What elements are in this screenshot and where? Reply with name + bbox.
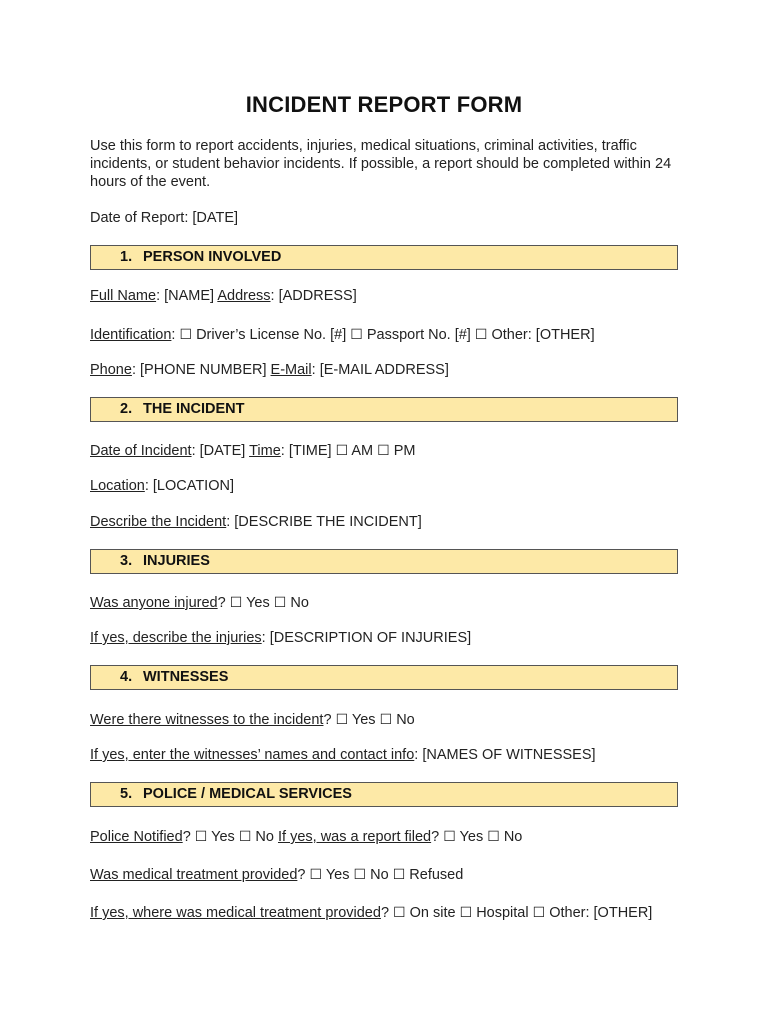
witness-names-label: If yes, enter the witnesses’ names and contact info	[90, 747, 415, 763]
police-no-option: No	[255, 829, 274, 845]
checkbox-injured-yes[interactable]: ☐	[229, 594, 243, 610]
section-number: 2.	[120, 401, 133, 417]
report-no-option: No	[503, 829, 523, 845]
section-title: INJURIES	[143, 553, 210, 569]
checkbox-treatment-yes[interactable]: ☐	[309, 866, 323, 882]
police-notified-label: Police Notified	[90, 829, 183, 845]
section-number: 3.	[120, 553, 133, 569]
location-label: Location	[90, 478, 145, 494]
identification-label: Identification	[90, 327, 172, 343]
section-title: THE INCIDENT	[143, 401, 245, 417]
section-number: 1.	[120, 249, 133, 265]
witnesses-label: Were there witnesses to the incident	[90, 712, 324, 728]
describe-injuries-label: If yes, describe the injuries	[90, 630, 262, 646]
treatment-refused-option: Refused	[409, 867, 464, 883]
checkbox-witnesses-yes[interactable]: ☐	[335, 711, 349, 727]
hospital-option: Hospital	[476, 905, 529, 921]
full-name-value[interactable]: [NAME]	[164, 288, 215, 304]
checkbox-treatment-refused[interactable]: ☐	[392, 866, 406, 882]
full-name-label: Full Name	[90, 288, 157, 304]
section-header-witnesses	[90, 665, 678, 690]
checkbox-drivers-license[interactable]: ☐	[179, 326, 193, 342]
date-of-report-value[interactable]: [DATE]	[192, 210, 239, 226]
medical-treatment-row: Was medical treatment provided? ☐ Yes ☐ No ☐ Refused	[90, 866, 464, 883]
section-title: WITNESSES	[143, 669, 229, 685]
drivers-license-option: Driver’s License No. [#]	[196, 327, 347, 343]
phone-label: Phone	[90, 362, 132, 378]
am-option: AM	[351, 443, 374, 459]
time-value[interactable]: [TIME]	[288, 443, 332, 459]
checkbox-on-site[interactable]: ☐	[393, 904, 406, 920]
witnesses-row: Were there witnesses to the incident? ☐ Yes ☐ No	[90, 711, 415, 728]
checkbox-police-yes[interactable]: ☐	[194, 828, 208, 844]
phone-value[interactable]: [PHONE NUMBER]	[140, 362, 267, 378]
incident-date-value[interactable]: [DATE]	[199, 443, 246, 459]
address-value[interactable]: [ADDRESS]	[278, 288, 357, 304]
describe-incident-row: Describe the Incident: [DESCRIBE THE INCIDENT]	[90, 514, 422, 530]
on-site-option: On site	[409, 905, 456, 921]
witness-names-row: If yes, enter the witnesses’ names and contact info: [NAMES OF WITNESSES]	[90, 747, 596, 763]
report-filed-label: If yes, was a report filed	[277, 829, 432, 845]
other-location-option: Other: [OTHER]	[549, 905, 653, 921]
email-label: E-Mail	[270, 362, 312, 378]
treatment-location-label: If yes, where was medical treatment provided	[90, 905, 381, 921]
checkbox-pm[interactable]: ☐	[377, 442, 390, 458]
checkbox-treatment-no[interactable]: ☐	[353, 866, 367, 882]
describe-incident-value[interactable]: [DESCRIBE THE INCIDENT]	[234, 514, 422, 530]
describe-injuries-value[interactable]: [DESCRIPTION OF INJURIES]	[269, 630, 472, 646]
treatment-no-option: No	[370, 867, 389, 883]
injured-no-option: No	[290, 595, 309, 611]
section-title: PERSON INVOLVED	[143, 249, 282, 265]
section-header-police-medical	[90, 782, 678, 807]
checkbox-other-location[interactable]: ☐	[532, 904, 546, 920]
witnesses-no-option: No	[396, 712, 415, 728]
injured-yes-option: Yes	[246, 595, 270, 611]
witnesses-yes-option: Yes	[351, 712, 376, 728]
section-header-person-involved	[90, 245, 678, 270]
location-row: Location: [LOCATION]	[90, 478, 234, 494]
phone-email-row: Phone: [PHONE NUMBER] E-Mail: [E-MAIL ADDRESS]	[90, 362, 449, 378]
section-header-injuries	[90, 549, 678, 574]
anyone-injured-row: Was anyone injured? ☐ Yes ☐ No	[90, 594, 309, 611]
section-title: POLICE / MEDICAL SERVICES	[143, 786, 352, 802]
email-value[interactable]: [E-MAIL ADDRESS]	[319, 362, 449, 378]
police-notified-row: Police Notified? ☐ Yes ☐ No If yes, was a report filed? ☐ Yes ☐ No	[90, 828, 523, 845]
intro-paragraph: Use this form to report accidents, injuries, medical situations, criminal activities, traffic incidents, or student behavior incidents. If possible, a report should be completed within 24 hours of the event.	[90, 138, 672, 190]
medical-treatment-label: Was medical treatment provided	[90, 867, 298, 883]
checkbox-witnesses-no[interactable]: ☐	[379, 711, 393, 727]
police-yes-option: Yes	[211, 829, 235, 845]
describe-injuries-row: If yes, describe the injuries: [DESCRIPTION OF INJURIES]	[90, 630, 472, 646]
treatment-yes-option: Yes	[325, 867, 350, 883]
checkbox-passport[interactable]: ☐	[350, 326, 363, 342]
treatment-location-row: If yes, where was medical treatment provided? ☐ On site ☐ Hospital ☐ Other: [OTHER]	[90, 904, 653, 921]
identification-row: Identification: ☐ Driver’s License No. [#] ☐ Passport No. [#] ☐ Other: [OTHER]	[90, 326, 595, 343]
section-number: 5.	[120, 786, 133, 802]
section-header-the-incident	[90, 397, 678, 422]
checkbox-police-no[interactable]: ☐	[238, 828, 252, 844]
checkbox-am[interactable]: ☐	[335, 442, 349, 458]
incident-date-time-row: Date of Incident: [DATE] Time: [TIME] ☐ AM ☐ PM	[90, 442, 416, 459]
passport-option: Passport No. [#]	[366, 327, 471, 343]
time-label: Time	[249, 443, 281, 459]
date-of-report-label: Date of Report	[90, 210, 185, 226]
witness-names-value[interactable]: [NAMES OF WITNESSES]	[422, 747, 596, 763]
form-title: INCIDENT REPORT FORM	[245, 92, 523, 117]
name-address-row: Full Name: [NAME] Address: [ADDRESS]	[90, 288, 357, 304]
report-yes-option: Yes	[459, 829, 484, 845]
other-id-option: Other: [OTHER]	[491, 327, 595, 343]
date-of-report-row: Date of Report: [DATE]	[90, 210, 239, 226]
pm-option: PM	[393, 443, 416, 459]
location-value[interactable]: [LOCATION]	[152, 478, 234, 494]
describe-incident-label: Describe the Incident	[90, 514, 227, 530]
checkbox-injured-no[interactable]: ☐	[273, 594, 287, 610]
section-number: 4.	[120, 669, 133, 685]
checkbox-report-yes[interactable]: ☐	[443, 828, 456, 844]
checkbox-other-id[interactable]: ☐	[474, 326, 488, 342]
checkbox-hospital[interactable]: ☐	[459, 904, 473, 920]
checkbox-report-no[interactable]: ☐	[487, 828, 500, 844]
incident-date-label: Date of Incident	[90, 443, 192, 459]
address-label: Address	[217, 288, 271, 304]
anyone-injured-label: Was anyone injured	[90, 595, 218, 611]
